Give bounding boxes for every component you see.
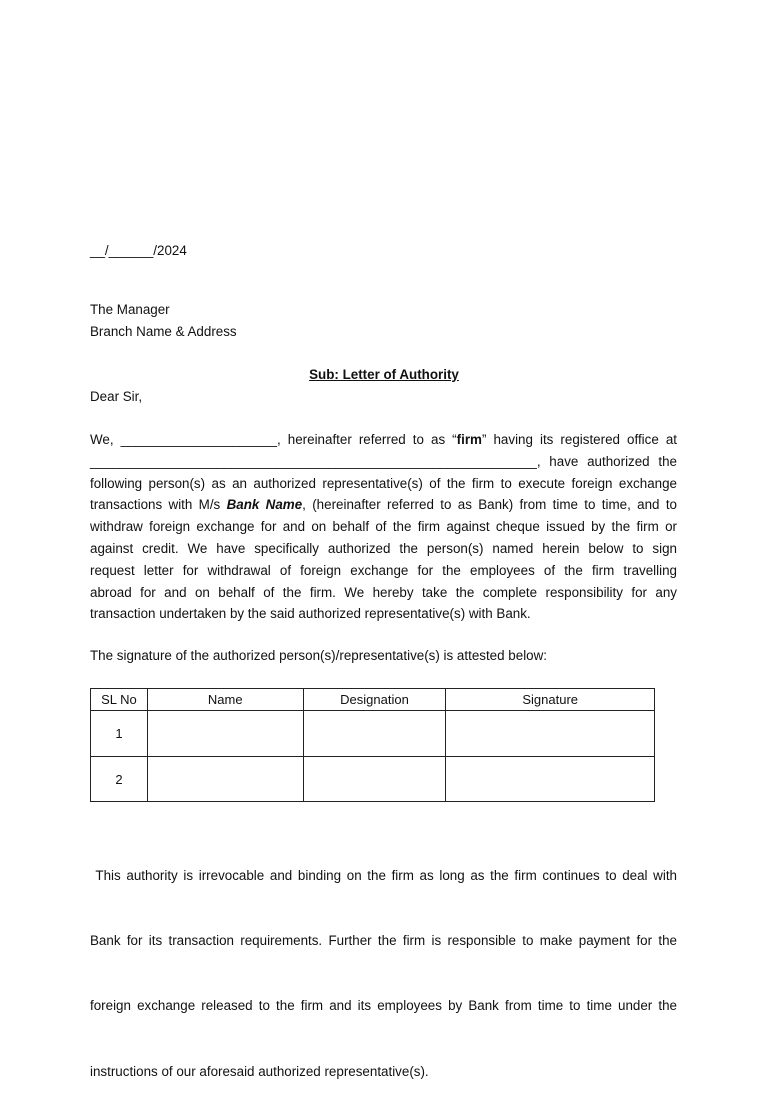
row-2-name-cell [147, 757, 303, 802]
para2-line-4: instructions of our aforesaid authorized representative(s). [90, 1063, 429, 1079]
body-paragraph-2 [90, 821, 677, 1104]
recipient-address: Branch Name & Address [90, 324, 237, 339]
header-designation: Designation [303, 689, 446, 711]
row-1-sl-no: 1 [91, 711, 148, 757]
row-1-name-cell [147, 711, 303, 757]
row-2-designation-cell [303, 757, 446, 802]
para1-line-4: transactions with M/s Bank Name, (hereinafter referred to as Bank) from time to time, and to [90, 497, 677, 513]
row-1-signature-cell [446, 711, 655, 757]
header-sl-no: SL No [91, 689, 148, 711]
table-row [91, 711, 655, 757]
para1-line-5: withdraw foreign exchange for and on behalf of the firm against cheque issued by the firm or [90, 519, 677, 535]
firm-term: firm [456, 432, 482, 447]
table-row [91, 757, 655, 802]
para1-line-2: ____________________________________________________________, have authorized the [90, 453, 677, 469]
subject-heading: Sub: Letter of Authority [309, 367, 459, 382]
bank-name-term: Bank Name [226, 497, 303, 513]
para1-line-6: against credit. We have specifically authorized the person(s) named herein below to sign [90, 540, 677, 556]
table-header-row [91, 689, 655, 711]
para1-line-8: abroad for and on behalf of the firm. We hereby take the complete responsibility for any [90, 584, 677, 600]
para1-line-1: We, _____________________, hereinafter referred to as “firm” having its registered office at [90, 432, 677, 447]
body-paragraph-1 [90, 429, 677, 625]
recipient-title: The Manager [90, 302, 170, 317]
row-2-sl-no: 2 [91, 757, 148, 802]
row-2-signature-cell [446, 757, 655, 802]
date-line: __/______/2024 [90, 243, 187, 258]
salutation: Dear Sir, [90, 389, 143, 404]
para1-line-9: transaction undertaken by the said authorized representative(s) with Bank. [90, 606, 531, 622]
para2-line-1: This authority is irrevocable and binding on the firm as long as the firm continues to deal with [90, 867, 677, 883]
header-signature: Signature [446, 689, 655, 711]
signature-table [90, 688, 655, 802]
para2-line-3: foreign exchange released to the firm and its employees by Bank from time to time under the [90, 998, 677, 1014]
row-1-designation-cell [303, 711, 446, 757]
header-name: Name [147, 689, 303, 711]
para1-line-3: following person(s) as an authorized representative(s) of the firm to execute foreign exchange [90, 475, 677, 491]
attest-line: The signature of the authorized person(s)/representative(s) is attested below: [90, 648, 548, 663]
para1-line-7: request letter for withdrawal of foreign exchange for the employees of the firm travelling [90, 562, 677, 578]
para2-line-2: Bank for its transaction requirements. Further the firm is responsible to make payment for the [90, 932, 677, 948]
